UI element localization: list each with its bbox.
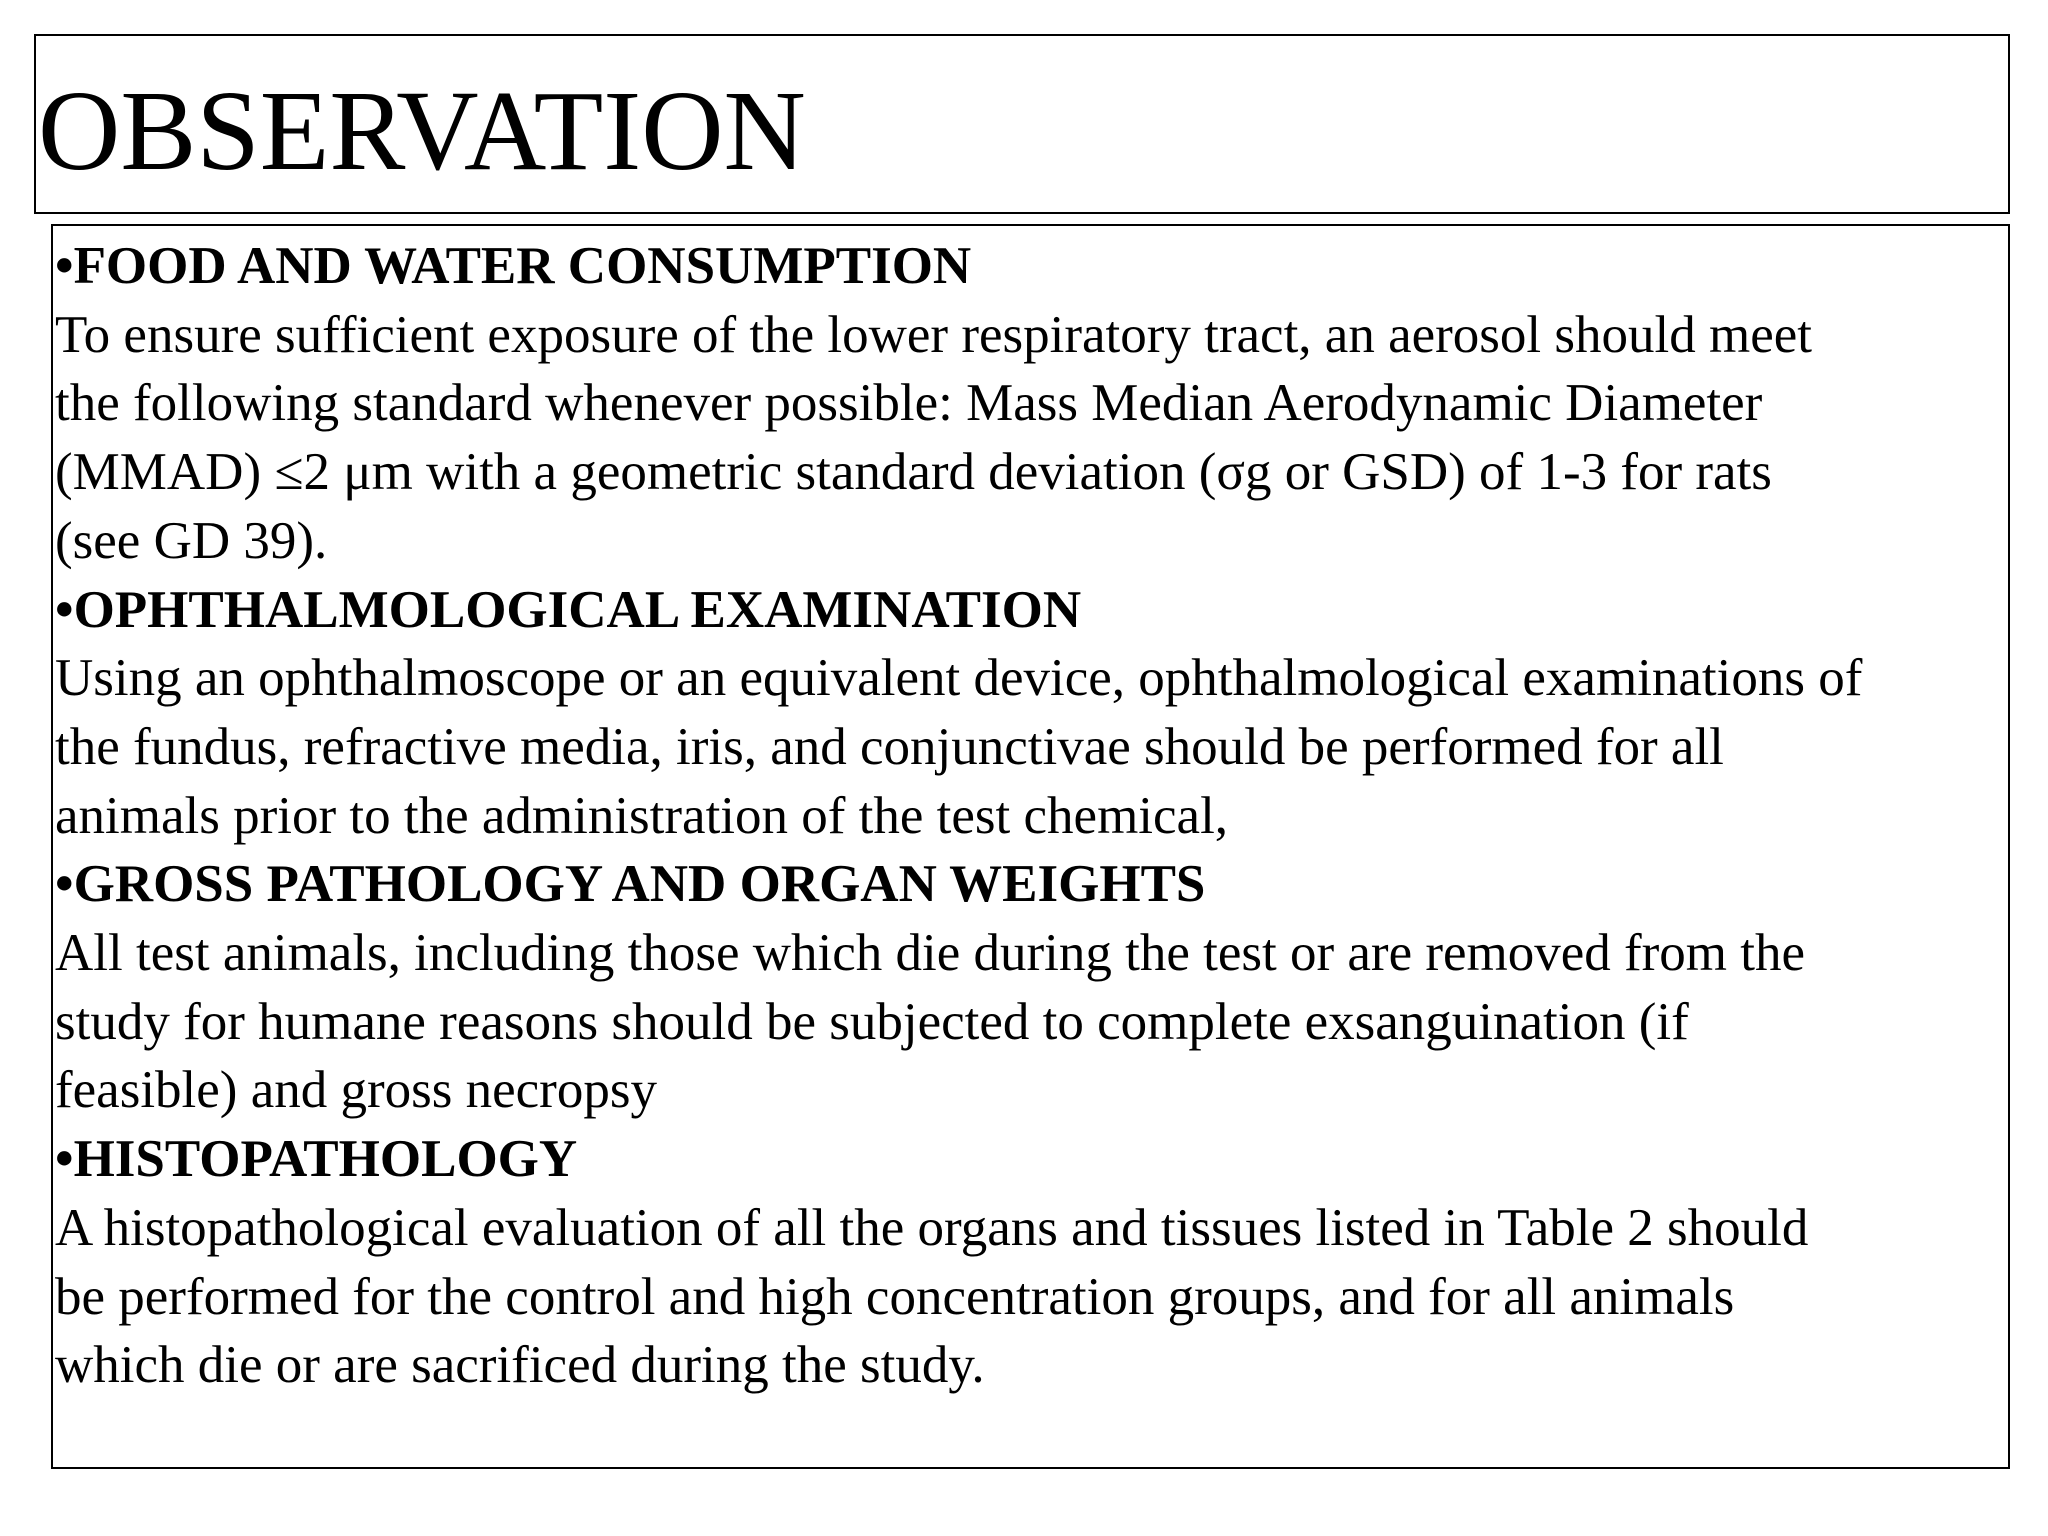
body-line: Using an ophthalmoscope or an equivalent device, ophthalmological examinations of [55,649,1863,708]
body-line: the following standard whenever possible: Mass Median Aerodynamic Diameter [55,374,1763,433]
section-heading [55,850,2009,919]
content-box [51,224,2010,1469]
heading-text: GROSS PATHOLOGY AND ORGAN WEIGHTS [73,855,1206,914]
bullet: • [55,1130,74,1189]
section-ophthalmological [55,576,2009,851]
body-line: All test animals, including those which die during the test or are removed from the [55,924,1806,983]
heading-text: HISTOPATHOLOGY [73,1130,578,1189]
body-line: animals prior to the administration of the test chemical, [55,786,1229,845]
section-gross-pathology [55,850,2009,1125]
body-line: feasible) and gross necropsy [55,1061,657,1120]
heading-text: OPHTHALMOLOGICAL EXAMINATION [73,580,1082,639]
section-heading [55,232,2009,301]
body-line: the fundus, refractive media, iris, and conjunctivae should be performed for all [55,717,1724,776]
section-food-water [55,232,2009,576]
section-heading [55,1125,2009,1194]
body-line: (MMAD) ≤2 μm with a geometric standard deviation (σg or GSD) of 1-3 for rats [55,443,1772,502]
title-box [34,34,2010,214]
body-line: be performed for the control and high concentration groups, and for all animals [55,1267,1735,1326]
content-body [55,232,2009,1400]
heading-text: FOOD AND WATER CONSUMPTION [73,237,972,295]
body-line: which die or are sacrificed during the study. [55,1336,985,1395]
body-line: A histopathological evaluation of all the organs and tissues listed in Table 2 should [55,1198,1809,1257]
slide-title: OBSERVATION [38,67,806,194]
bullet: • [55,855,74,914]
body-line: study for humane reasons should be subjected to complete exsanguination (if [55,992,1689,1051]
bullet: • [55,580,74,639]
section-heading [55,576,2009,645]
body-line: To ensure sufficient exposure of the lower respiratory tract, an aerosol should meet [55,305,1812,364]
bullet: • [55,237,74,295]
section-histopathology [55,1125,2009,1400]
body-line: (see GD 39). [55,511,328,570]
